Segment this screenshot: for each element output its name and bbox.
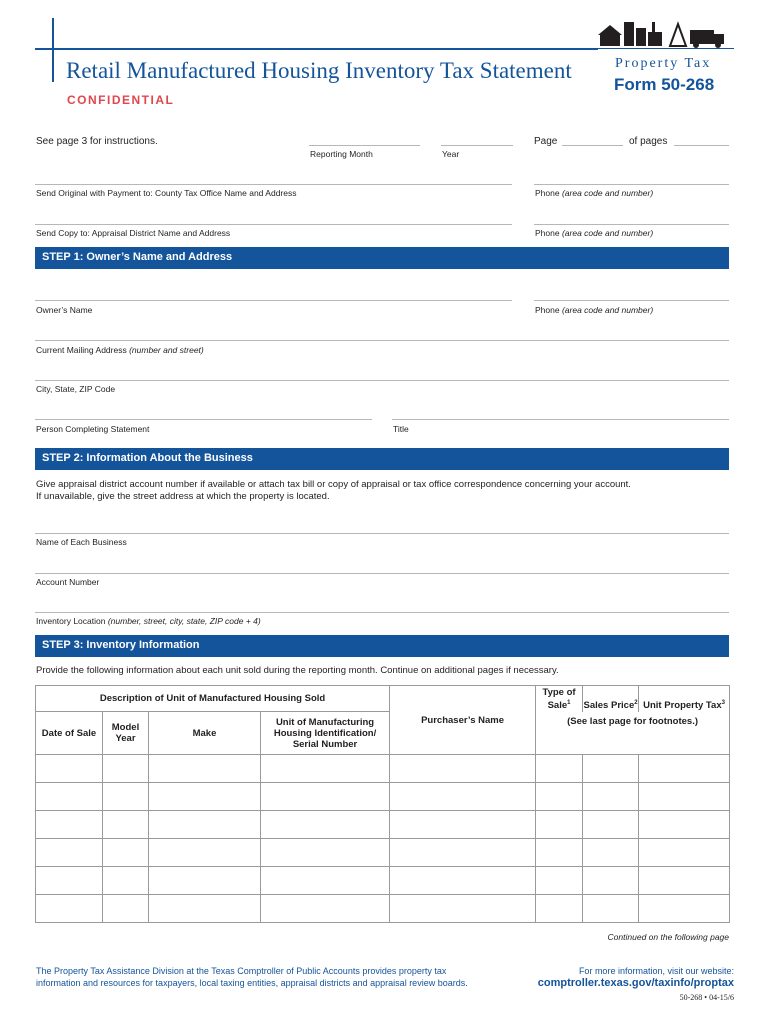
table-row <box>36 867 730 895</box>
owners-name-field[interactable] <box>35 300 512 301</box>
step1-title: STEP 1: Owner’s Name and Address <box>42 251 233 263</box>
owner-phone-field[interactable] <box>534 300 729 301</box>
of-pages-label: of pages <box>629 136 668 147</box>
footnote-ref: (See last page for footnotes.) <box>536 712 730 755</box>
col-unit-id: Unit of Manufacturing Housing Identification/ Serial Number <box>261 712 390 755</box>
person-completing-label: Person Completing Statement <box>36 424 150 434</box>
city-state-zip-field[interactable] <box>35 380 729 381</box>
step1-header <box>35 247 729 269</box>
form-title: Retail Manufactured Housing Inventory Tax Statement <box>66 58 572 83</box>
step3-text: Provide the following information about each unit sold during the reporting month. Continue on additional pages if necessary. <box>36 665 559 676</box>
title-field[interactable] <box>392 419 729 420</box>
continued-note: Continued on the following page <box>607 932 729 942</box>
person-completing-field[interactable] <box>35 419 372 420</box>
year-label: Year <box>442 149 460 159</box>
phone-label-2: Phone (area code and number) <box>535 228 654 238</box>
inventory-location-field[interactable] <box>35 612 729 613</box>
header-top-rule <box>35 48 598 50</box>
house-icon <box>600 34 620 46</box>
form-number: Form 50-268 <box>614 75 715 94</box>
col-unit-tax: Unit Property Tax$^3$ <box>639 686 730 712</box>
col-model-year: Model Year <box>103 712 149 755</box>
inventory-table <box>35 685 730 923</box>
account-number-field[interactable] <box>35 573 729 574</box>
mailing-address-label: Current Mailing Address (number and street) <box>36 345 204 355</box>
property-icons <box>598 18 734 48</box>
step2-text-1: Give appraisal district account number if available or attach tax bill or copy of appraisal or tax office correspondence concerning your account. <box>36 479 631 490</box>
step2-title: STEP 2: Information About the Business <box>42 452 253 464</box>
phone-label-1: Phone (area code and number) <box>535 188 654 198</box>
confidential-label: CONFIDENTIAL <box>67 93 175 107</box>
website-link[interactable]: comptroller.texas.gov/taxinfo/proptax <box>537 977 734 989</box>
send-original-label: Send Original with Payment to: County Tax Office Name and Address <box>36 188 297 198</box>
col-make: Make <box>149 712 261 755</box>
footer-text-2: information and resources for taxpayers, local taxing entities, appraisal districts and appraisal review boards. <box>36 978 468 988</box>
step2-text-2: If unavailable, give the street address at which the property is located. <box>36 491 330 502</box>
table-row <box>36 839 730 867</box>
table-row <box>36 783 730 811</box>
appraisal-phone-field[interactable] <box>534 224 729 225</box>
step3-title: STEP 3: Inventory Information <box>42 639 200 651</box>
factory-icon <box>648 32 662 46</box>
more-info-label: For more information, visit our website: <box>578 966 734 976</box>
table-row <box>36 895 730 923</box>
footer-text-1: The Property Tax Assistance Division at the Texas Comptroller of Public Accounts provides property tax <box>36 966 447 976</box>
page-field[interactable] <box>562 145 623 146</box>
header-left-rule <box>52 18 54 82</box>
col-date-of-sale: Date of Sale <box>36 712 103 755</box>
col-type-of-sale: Type of Sale$^1$ <box>536 686 583 712</box>
county-phone-field[interactable] <box>534 184 729 185</box>
group-header: Description of Unit of Manufactured Housing Sold <box>36 686 390 712</box>
page-label: Page <box>534 136 558 147</box>
appraisal-district-field[interactable] <box>35 224 512 225</box>
category-label: Property Tax <box>615 56 712 71</box>
business-name-label: Name of Each Business <box>36 537 127 547</box>
reporting-month-field[interactable] <box>309 145 420 146</box>
of-pages-field[interactable] <box>674 145 729 146</box>
inventory-location-label: Inventory Location (number, street, city, state, ZIP code + 4) <box>36 616 261 626</box>
year-field[interactable] <box>441 145 513 146</box>
form-code: 50-268 • 04-15/6 <box>679 993 734 1002</box>
county-tax-office-field[interactable] <box>35 184 512 185</box>
table-row <box>36 811 730 839</box>
send-copy-label: Send Copy to: Appraisal District Name and Address <box>36 228 231 238</box>
instructions-note: See page 3 for instructions. <box>36 136 158 147</box>
building-icon <box>624 22 634 46</box>
col-purchaser: Purchaser’s Name <box>390 686 536 755</box>
truck-icon <box>690 30 714 44</box>
step2-header <box>35 448 729 470</box>
step3-header <box>35 635 729 657</box>
table-row <box>36 755 730 783</box>
owner-phone-label: Phone (area code and number) <box>535 305 654 315</box>
business-name-field[interactable] <box>35 533 729 534</box>
reporting-month-label: Reporting Month <box>310 149 373 159</box>
owners-name-label: Owner’s Name <box>36 305 93 315</box>
col-sales-price: Sales Price$^2$ <box>583 686 639 712</box>
city-state-zip-label: City, State, ZIP Code <box>36 384 116 394</box>
account-number-label: Account Number <box>36 577 100 587</box>
header-top-rule-right <box>598 48 734 49</box>
oil-derrick-icon <box>670 24 686 46</box>
title-label: Title <box>393 424 409 434</box>
mailing-address-field[interactable] <box>35 340 729 341</box>
